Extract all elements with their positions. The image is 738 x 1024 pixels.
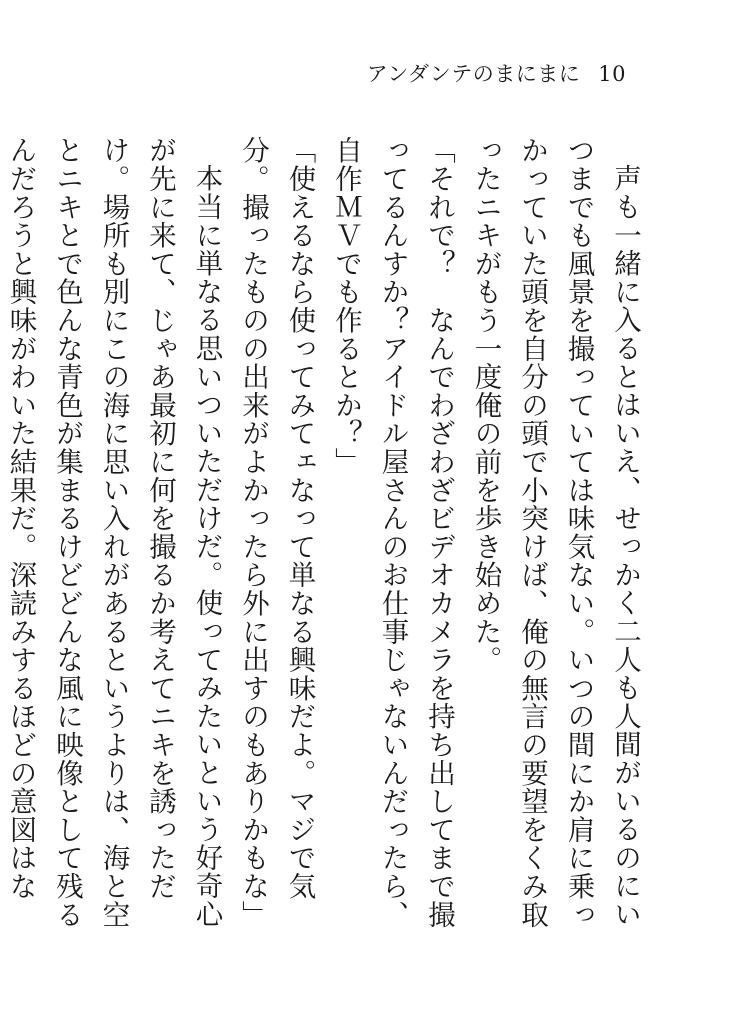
dialogue-1: 「それで？ なんでわざわざビデオカメラを持ち出してまで撮ってるんすか？アイドル屋さんのお仕事じゃないんだったら、自作ＭＶでも作るとか？」 — [330, 136, 455, 929]
body-text — [4, 136, 648, 946]
dialogue-2: 「使えるなら使ってみてェなって単なる興味だよ。マジで気分。撮ったものの出来がよかったら外に出すのもありかもな」 — [237, 136, 316, 929]
running-header — [367, 58, 626, 88]
paragraph-2: 本当に単なる思いついただけだ。使ってみたいという好奇心が先に来て、じゃあ最初に何を撮るか考えてニキを誘っただけ。場所も別にこの海に思い入れがあるというよりは、海と空とニキとで色んな青色が集まるけどどんな風に映像として残るんだろうと興味がわいた結果だ。深読みするほどの意図はな — [4, 136, 223, 929]
book-title: アンダンテのまにまに — [366, 62, 581, 86]
page-number: 10 — [598, 62, 626, 86]
paragraph-1: 声も一緒に入るとはいえ、せっかく二人も人間がいるのにいつまでも風景を撮っていては味気ない。いつの間にか肩に乗っかっていた頭を自分の頭で小突けば、俺の無言の要望をくみ取ったニキがもう一度俺の前を歩き始めた。 — [469, 136, 641, 929]
